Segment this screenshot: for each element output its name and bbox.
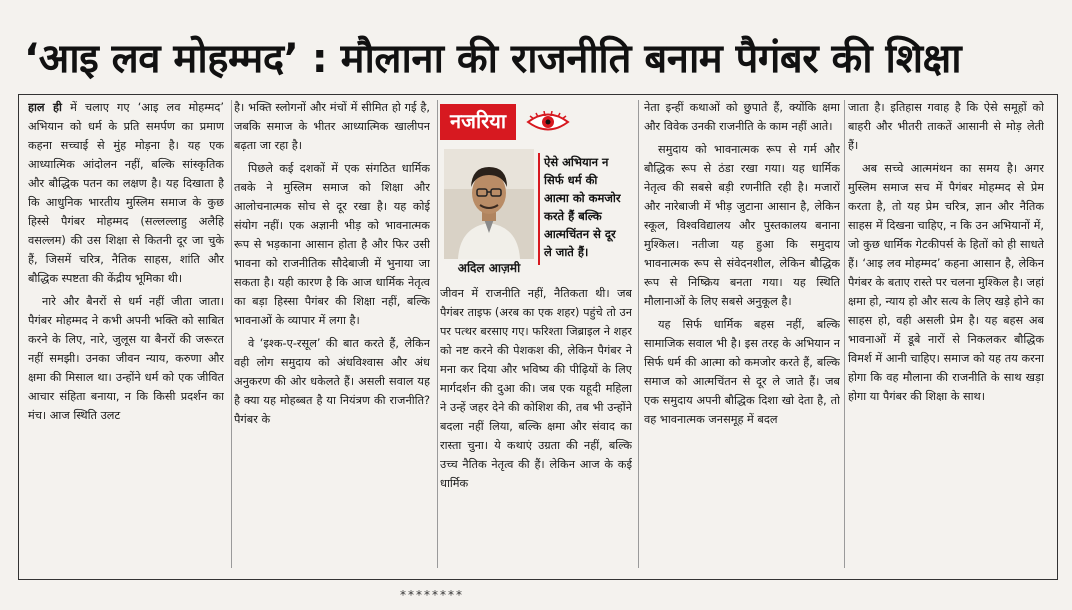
footer-stars: ******** — [400, 588, 464, 602]
article-column-1 — [28, 98, 224, 568]
article-column-5 — [848, 98, 1044, 528]
column-divider — [638, 100, 639, 568]
headline: ‘आइ लव मोहम्मद’ : मौलाना की राजनीति बनाम पैगंबर की शिक्षा — [24, 36, 962, 82]
author-photo — [444, 149, 534, 259]
column-divider — [437, 100, 438, 568]
pull-quote: ऐसे अभियान न सिर्फ धर्म की आत्मा को कमजोर करते हैं बल्कि आत्मचिंतन से दूर ले जाते हैं। — [538, 153, 626, 265]
lead-words: हाल ही — [28, 101, 62, 114]
paragraph: हाल ही में चलाए गए ‘आइ लव मोहम्मद’ अभियान को धर्म के प्रति समर्पण का प्रमाण कहना सच्चाई से मुंह मोड़ना है। यह एक आध्यात्मिक आंदोलन नहीं, बल्कि सांस्कृतिक और बौद्धिक पतन का लक्षण है। यह दिखाता है कि आधुनिक भारतीय मुस्लिम समाज के कुछ हिस्से पैगंबर मोहम्मद (सल्लल्लाहु अलैहि वसल्लम) की उस शिक्षा से कितनी दूर जा चुके हैं, जिसमें चरित्र, नैतिक साहस, शांति और बौद्धिक स्पष्टता की केंद्रीय भूमिका थी। — [28, 101, 224, 285]
paragraph: यह सिर्फ धार्मिक बहस नहीं, बल्कि सामाजिक सवाल भी है। इस तरह के अभियान न सिर्फ धर्म की आत्मा को कमजोर करते हैं, बल्कि समाज को आत्मचिंतन से दूर ले जाते हैं। जब एक समुदाय अपनी बौद्धिक दिशा खो देता है, तो वह भावनात्मक जनसमूह में बदल — [644, 318, 840, 426]
paragraph: जीवन में राजनीति नहीं, नैतिकता थी। जब पैगंबर ताइफ (अरब का एक शहर) पहुंचे तो उन पर पत्थर बरसाए गए। फरिश्ता जिब्राइल ने शहर को नष्ट करने की पेशकश की, लेकिन पैगंबर ने मना कर दिया और भविष्य की पीढ़ियों के लिए मार्गदर्शन की दुआ की। जब एक यहूदी महिला ने उन्हें जहर देने की कोशिश की, तब भी उन्होंने बदला नहीं लिया, बल्कि क्षमा और संवाद का रास्ता चुना। ये कथाएं उग्रता की नहीं, बल्कि उच्च नैतिक नेतृत्व की हैं। लेकिन आज के कई धार्मिक — [440, 287, 632, 490]
article-column-4 — [644, 98, 840, 568]
paragraph: नेता इन्हीं कथाओं को छुपाते हैं, क्योंकि क्षमा और विवेक उनकी राजनीति के काम नहीं आते। — [644, 101, 840, 133]
paragraph: है। भक्ति स्लोगनों और मंचों में सीमित हो गई है, जबकि समाज के भीतर आध्यात्मिक खालीपन बढ़ता जा रहा है। — [234, 101, 430, 152]
column-label-bar — [440, 103, 630, 141]
column-divider — [844, 100, 845, 568]
author-name: अदिल आज़मी — [457, 261, 521, 275]
column-label: नजरिया — [440, 104, 516, 140]
paragraph: जाता है। इतिहास गवाह है कि ऐसे समूहों को बाहरी और भीतरी ताकतें आसानी से मोड़ लेती हैं। — [848, 101, 1044, 152]
eye-icon — [526, 111, 570, 133]
article-column-2 — [234, 98, 430, 568]
paragraph: समुदाय को भावनात्मक रूप से गर्म और बौद्धिक रूप से ठंडा रखा गया। यह धार्मिक नेतृत्व की सबसे बड़ी रणनीति रही है। मजारों और नारेबाजी में भीड़ जुटाना आसान है, लेकिन स्कूल, विश्वविद्यालय और पुस्तकालय बनाना मुश्किल। नतीजा यह हुआ कि समुदाय भावनात्मक रूप से संवेदनशील, लेकिन बौद्धिक रूप से निष्क्रिय बनता गया। यह स्थिति मौलानाओं के लिए सबसे अनुकूल है। — [644, 143, 840, 308]
paragraph: अब सच्चे आत्ममंथन का समय है। अगर मुस्लिम समाज सच में पैगंबर मोहम्मद से प्रेम करता है, तो यह प्रेम चरित्र, ज्ञान और नैतिक साहस में दिखना चाहिए, न कि उन अभियानों में, जो कुछ धार्मिक गेटकीपर्स के हितों को ही साधते हैं। ‘आइ लव मोहम्मद’ कहना आसान है, लेकिन पैगंबर के बताए रास्ते पर चलना मुश्किल है। जहां क्षमा हो, न्याय हो और सत्य के लिए खड़े होने का साहस हो, वही असली प्रेम है। यह बहस अब भावनाओं में डूबे नारों से निकलकर बौद्धिक विमर्श में आनी चाहिए। समाज को यह तय करना होगा कि वह मौलाना की राजनीति के साथ खड़ा होगा या पैगंबर की शिक्षा के साथ। — [848, 162, 1044, 403]
column-divider — [231, 100, 232, 568]
paragraph: नारे और बैनरों से धर्म नहीं जीता जाता। पैगंबर मोहम्मद ने कभी अपनी भक्ति को साबित करने के लिए, नारे, जुलूस या बैनरों की जरूरत नहीं समझी। उनका जीवन न्याय, करुणा और क्षमा की मिसाल था। उन्होंने धर्म को एक जीवित आचार संहिता बनाया, न कि किसी प्रदर्शन का मंच। आज स्थिति उलट — [28, 295, 224, 422]
paragraph: वे ‘इश्क-ए-रसूल’ की बात करते हैं, लेकिन वही लोग समुदाय को अंधविश्वास और अंध अनुकरण की ओर धकेलते हैं। असली सवाल यह है क्या यह मोहब्बत है या नियंत्रण की राजनीति? पैगंबर के — [234, 337, 430, 426]
paragraph: पिछले कई दशकों में एक संगठित धार्मिक तबके ने मुस्लिम समाज को शिक्षा और आलोचनात्मक सोच से दूर रखा है। यह कोई संयोग नहीं। एक अज्ञानी भीड़ को भावनात्मक रूप से भड़काना आसान होता है और फिर उसी भावना को राजनीतिक सौदेबाजी में भुनाया जा सकता है। यही कारण है कि आज धार्मिक नेतृत्व का बड़ा हिस्सा पैगंबर की शिक्षा नहीं, बल्कि भावनाओं के व्यापार में लगा है। — [234, 162, 430, 327]
article-column-3 — [440, 284, 632, 568]
column-header-box — [440, 101, 630, 277]
